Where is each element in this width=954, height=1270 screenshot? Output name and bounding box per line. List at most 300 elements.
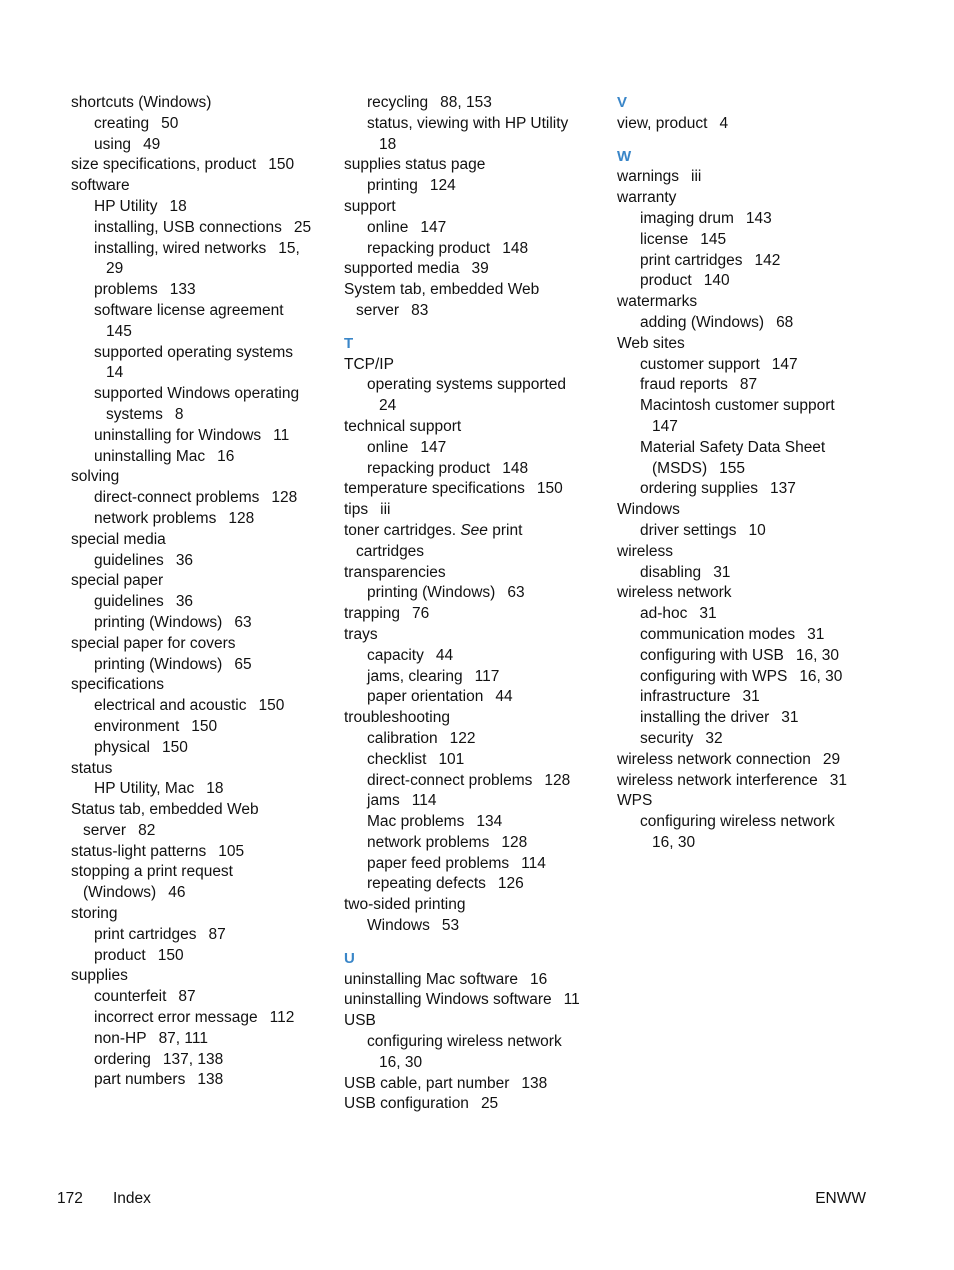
entry-term: printing	[367, 177, 418, 195]
entry-term: imaging drum	[640, 209, 734, 227]
entry-term: special media	[71, 530, 166, 548]
index-subentry	[617, 667, 879, 688]
entry-term: guidelines	[94, 551, 164, 569]
footer-section-label: Index	[113, 1190, 151, 1207]
index-entry	[71, 842, 333, 863]
index-letter-heading: U	[344, 949, 355, 967]
continuation-text: 16, 30	[379, 1053, 423, 1071]
index-entry	[344, 1074, 606, 1095]
entry-continuation	[71, 883, 333, 904]
entry-term: WPS	[617, 792, 653, 810]
entry-term: shortcuts (Windows)	[71, 94, 212, 111]
index-entry	[344, 563, 606, 584]
entry-term: electrical and acoustic	[94, 697, 247, 715]
entry-term: software	[71, 177, 130, 195]
index-entry	[71, 966, 333, 987]
entry-term: TCP/IP	[344, 355, 394, 373]
index-entry	[71, 675, 333, 696]
entry-pages: 150	[157, 946, 184, 964]
entry-term: checklist	[367, 750, 427, 768]
index-subentry	[617, 729, 879, 750]
index-entry	[344, 625, 606, 646]
entry-term: part numbers	[94, 1071, 186, 1089]
index-subentry	[71, 509, 333, 530]
index-subentry	[71, 426, 333, 447]
index-subentry	[617, 209, 879, 230]
entry-term: direct-connect problems	[367, 771, 533, 789]
entry-term: paper orientation	[367, 688, 484, 706]
entry-pages: 4	[719, 114, 729, 132]
entry-term: watermarks	[617, 293, 698, 311]
entry-term: jams	[367, 792, 400, 810]
entry-term: special paper for covers	[71, 634, 236, 652]
entry-term: view, product	[617, 114, 708, 132]
entry-term: creating	[94, 114, 150, 132]
entry-pages: 148	[502, 239, 529, 257]
entry-term: direct-connect problems	[94, 489, 260, 507]
entry-pages: 137, 138	[162, 1050, 224, 1068]
index-entry	[344, 259, 606, 280]
index-subentry	[71, 343, 333, 385]
entry-term: ad-hoc	[640, 605, 688, 623]
index-subentry	[344, 583, 606, 604]
entry-term: toner cartridges.	[344, 521, 456, 539]
entry-pages: 11	[563, 991, 580, 1009]
continuation-text: 14	[106, 364, 124, 382]
entry-pages: 16	[530, 970, 548, 988]
index-entry	[344, 970, 606, 991]
entry-term: size specifications, product	[71, 156, 257, 174]
entry-term: status-light patterns	[71, 842, 207, 860]
entry-pages: 114	[521, 854, 546, 872]
entry-pages: 148	[502, 459, 529, 477]
entry-pages: 82	[138, 821, 156, 839]
entry-term: special paper	[71, 572, 164, 590]
index-entry	[344, 479, 606, 500]
entry-continuation	[367, 396, 606, 417]
entry-term: capacity	[367, 646, 424, 664]
entry-term: wireless	[617, 542, 673, 560]
index-entry	[617, 114, 879, 135]
index-subentry	[71, 1050, 333, 1071]
index-entry	[344, 500, 606, 521]
index-subentry	[617, 438, 879, 480]
entry-term: status, viewing with HP Utility	[367, 114, 569, 132]
entry-term: supplies	[71, 967, 128, 985]
entry-pages: 150	[258, 697, 285, 715]
entry-term: installing, wired networks	[94, 239, 267, 257]
entry-term: adding (Windows)	[640, 313, 765, 331]
index-subentry	[71, 384, 333, 426]
entry-term: infrastructure	[640, 688, 731, 706]
entry-term: supplies status page	[344, 156, 486, 174]
index-letter-heading: V	[617, 94, 628, 111]
entry-pages: 145	[700, 230, 727, 248]
index-entry	[71, 176, 333, 197]
index-subentry	[71, 447, 333, 468]
entry-term: non-HP	[94, 1029, 147, 1047]
entry-term: disabling	[640, 563, 702, 581]
index-subentry	[344, 833, 606, 854]
entry-term: ordering	[94, 1050, 151, 1068]
continuation-text: 16, 30	[652, 833, 696, 851]
entry-term: jams, clearing	[367, 667, 463, 685]
entry-term: installing the driver	[640, 709, 770, 727]
entry-term: tips	[344, 501, 369, 519]
entry-pages: 10	[748, 521, 766, 539]
index-entry	[344, 417, 606, 438]
entry-pages: 150	[536, 480, 563, 498]
entry-term: Windows	[367, 917, 430, 935]
index-entry	[617, 750, 879, 771]
entry-term: uninstalling Mac software	[344, 970, 519, 988]
index-entry	[617, 292, 879, 313]
entry-term: license	[640, 230, 689, 248]
entry-term: Material Safety Data Sheet	[640, 438, 826, 456]
entry-pages: 124	[429, 177, 456, 195]
index-subentry	[617, 375, 879, 396]
entry-term: Status tab, embedded Web	[71, 801, 259, 819]
index-subentry	[344, 667, 606, 688]
entry-term: fraud reports	[640, 376, 728, 394]
index-entry	[344, 197, 606, 218]
entry-term: configuring with USB	[640, 646, 784, 664]
index-subentry	[344, 791, 606, 812]
entry-pages: 31	[807, 625, 825, 643]
entry-pages: 53	[441, 917, 460, 935]
entry-term: trays	[344, 625, 378, 643]
entry-pages: 147	[420, 438, 447, 456]
entry-term: repacking product	[367, 459, 491, 477]
entry-pages: 114	[411, 792, 437, 810]
entry-pages: 39	[471, 260, 489, 278]
continuation-text: 18	[379, 135, 397, 153]
entry-pages: 18	[169, 197, 187, 215]
continuation-text: 29	[106, 260, 124, 278]
continuation-text: cartridges	[356, 542, 425, 560]
index-subentry	[344, 1032, 606, 1074]
entry-pages: 128	[501, 833, 528, 851]
index-subentry	[71, 613, 333, 634]
continuation-text: (MSDS)	[652, 459, 708, 477]
entry-term: Mac problems	[367, 813, 465, 831]
entry-pages: 76	[412, 605, 430, 623]
index-subentry	[344, 750, 606, 771]
entry-term: network problems	[367, 833, 490, 851]
entry-pages: 105	[218, 842, 245, 860]
entry-pages: 18	[206, 780, 224, 798]
entry-pages: 31	[713, 563, 731, 581]
continuation-text: server	[83, 821, 127, 839]
entry-pages: 46	[168, 884, 186, 902]
entry-term: ordering supplies	[640, 480, 759, 498]
entry-term: USB cable, part number	[344, 1074, 510, 1092]
entry-pages: 142	[754, 251, 781, 269]
entry-term: incorrect error message	[94, 1009, 258, 1027]
entry-term: repacking product	[367, 239, 491, 257]
index-subentry	[71, 301, 333, 343]
entry-term: recycling	[367, 94, 429, 111]
entry-pages: 137	[770, 480, 796, 498]
entry-term: supported Windows operating	[94, 385, 300, 403]
index-subentry	[71, 551, 333, 572]
index-entry	[71, 634, 333, 655]
index-subentry	[71, 717, 333, 738]
index-subentry	[71, 197, 333, 218]
index-entry	[617, 583, 879, 604]
index-subentry	[617, 230, 879, 251]
entry-term: online	[367, 218, 409, 236]
entry-term: wireless network connection	[617, 750, 811, 768]
index-entry	[344, 521, 606, 563]
entry-term: calibration	[367, 729, 438, 747]
index-entry	[344, 280, 606, 322]
entry-pages: 25	[480, 1095, 499, 1113]
index-entry	[617, 791, 879, 812]
entry-term: warranty	[617, 189, 677, 207]
entry-pages: 101	[438, 750, 465, 768]
index-entry	[71, 759, 333, 780]
entry-continuation	[640, 833, 879, 854]
entry-term: trapping	[344, 605, 401, 623]
continuation-text: 145	[106, 322, 132, 340]
entry-pages: 155	[719, 459, 745, 477]
entry-pages: 83	[411, 301, 429, 319]
index-subentry	[617, 271, 879, 292]
entry-pages: 16	[217, 447, 235, 465]
index-column-3	[617, 93, 879, 854]
entry-pages: iii	[691, 168, 702, 186]
entry-pages: 128	[271, 489, 298, 507]
entry-term: print cartridges	[94, 925, 197, 943]
entry-term: storing	[71, 905, 118, 923]
index-subentry	[344, 646, 606, 667]
entry-pages: 16, 30	[799, 667, 843, 685]
entry-term: troubleshooting	[344, 709, 450, 727]
index-subentry	[71, 280, 333, 301]
entry-pages: 16, 30	[795, 646, 839, 664]
index-entry	[71, 904, 333, 925]
index-subentry	[617, 812, 879, 854]
entry-pages: 87	[208, 925, 226, 943]
entry-pages: 31	[781, 709, 799, 727]
index-entry	[617, 771, 879, 792]
index-subentry	[71, 488, 333, 509]
entry-term: repeating defects	[367, 875, 486, 893]
entry-pages: 126	[497, 875, 524, 893]
index-subentry	[71, 592, 333, 613]
index-subentry	[617, 604, 879, 625]
entry-pages: 29	[822, 750, 841, 768]
entry-pages: 31	[829, 771, 847, 789]
index-subentry	[617, 396, 879, 438]
entry-pages: iii	[380, 501, 391, 519]
entry-continuation	[640, 459, 879, 480]
entry-term: printing (Windows)	[94, 613, 223, 631]
entry-term: configuring wireless network	[367, 1033, 562, 1051]
index-entry	[71, 467, 333, 488]
index-subentry	[344, 874, 606, 895]
entry-pages: 31	[699, 605, 717, 623]
entry-continuation	[367, 135, 606, 156]
index-entry	[617, 334, 879, 355]
index-entry	[617, 167, 879, 188]
entry-term: product	[94, 946, 146, 964]
index-subentry	[71, 218, 333, 239]
index-subentry	[71, 696, 333, 717]
index-subentry	[344, 812, 606, 833]
index-column-2	[344, 93, 606, 1115]
entry-term: using	[94, 135, 132, 153]
entry-pages: 36	[175, 551, 194, 569]
entry-term: print cartridges	[640, 251, 743, 269]
entry-term: solving	[71, 468, 120, 486]
index-entry	[344, 1011, 606, 1032]
entry-pages: 49	[143, 135, 161, 153]
index-subentry	[71, 925, 333, 946]
entry-term: status	[71, 759, 113, 777]
index-entry	[344, 708, 606, 729]
continuation-text: systems	[106, 405, 163, 423]
entry-continuation	[367, 1053, 606, 1074]
entry-continuation	[94, 363, 333, 384]
entry-pages: 128	[228, 509, 255, 527]
entry-continuation	[640, 417, 879, 438]
entry-continuation	[344, 301, 606, 322]
entry-term: uninstalling Windows software	[344, 991, 552, 1009]
entry-term: System tab, embedded Web	[344, 281, 540, 299]
entry-term: printing (Windows)	[367, 584, 496, 602]
entry-pages: 138	[521, 1074, 548, 1092]
entry-pages: 122	[449, 729, 476, 747]
entry-term: driver settings	[640, 521, 737, 539]
index-subentry	[71, 987, 333, 1008]
index-subentry	[71, 114, 333, 135]
index-subentry	[617, 521, 879, 542]
entry-pages: 143	[745, 209, 772, 227]
index-subentry	[344, 729, 606, 750]
entry-pages: 32	[705, 729, 723, 747]
entry-term: Web sites	[617, 334, 685, 352]
entry-term: guidelines	[94, 593, 164, 611]
entry-term: specifications	[71, 676, 165, 694]
index-subentry	[71, 1029, 333, 1050]
entry-pages: 87	[178, 988, 196, 1006]
index-entry	[617, 188, 879, 209]
entry-pages: 138	[197, 1071, 224, 1089]
entry-term: USB configuration	[344, 1095, 469, 1113]
entry-pages: 150	[268, 156, 295, 174]
entry-pages: 117	[474, 667, 500, 685]
index-subentry	[71, 1070, 333, 1091]
index-subentry	[71, 655, 333, 676]
entry-term: supported operating systems	[94, 343, 294, 361]
entry-continuation	[94, 405, 333, 426]
index-entry	[344, 895, 606, 916]
index-subentry	[617, 355, 879, 376]
index-subentry	[617, 313, 879, 334]
entry-pages: 68	[776, 313, 794, 331]
index-subentry	[344, 375, 606, 417]
entry-term: temperature specifications	[344, 480, 525, 498]
index-subentry	[344, 854, 606, 875]
entry-term: HP Utility, Mac	[94, 780, 195, 798]
entry-term: two-sided printing	[344, 896, 466, 914]
continuation-text: 24	[379, 397, 397, 415]
entry-pages: 87	[739, 376, 758, 394]
index-letter-heading: W	[617, 147, 632, 165]
index-subentry	[71, 779, 333, 800]
index-subentry	[617, 563, 879, 584]
index-entry	[71, 571, 333, 592]
entry-term: technical support	[344, 417, 462, 435]
index-subentry	[344, 916, 606, 937]
index-subentry	[71, 239, 333, 281]
index-column-1	[71, 93, 333, 1091]
continuation-text: 147	[652, 417, 678, 435]
footer-doc-code: ENWW	[815, 1190, 866, 1207]
entry-pages: 8	[174, 405, 184, 423]
index-entry	[617, 542, 879, 563]
entry-pages: 150	[162, 738, 188, 756]
index-subentry	[617, 687, 879, 708]
entry-pages: 133	[169, 281, 196, 299]
index-subentry	[344, 771, 606, 792]
entry-term: warnings	[617, 168, 680, 186]
entry-term: installing, USB connections	[94, 218, 282, 236]
see-reference: See	[460, 521, 488, 539]
entry-term: configuring wireless network	[640, 813, 835, 831]
entry-pages: 87, 111	[158, 1029, 208, 1047]
index-subentry	[344, 93, 606, 114]
entry-pages: 44	[435, 646, 454, 664]
entry-pages: 36	[175, 593, 194, 611]
entry-term: operating systems supported	[367, 376, 567, 394]
entry-pages: 88, 153	[440, 94, 492, 111]
index-entry	[617, 500, 879, 521]
entry-term: environment	[94, 717, 180, 735]
index-subentry	[617, 708, 879, 729]
index-entry	[344, 355, 606, 376]
entry-term: Macintosh customer support	[640, 397, 835, 415]
see-target: print	[492, 521, 523, 539]
entry-term: USB	[344, 1012, 376, 1030]
entry-pages: 11	[273, 426, 290, 444]
index-subentry	[617, 479, 879, 500]
index-entry	[344, 1094, 606, 1115]
index-subentry	[71, 135, 333, 156]
entry-term: uninstalling Mac	[94, 447, 206, 465]
entry-term: communication modes	[640, 625, 796, 643]
entry-pages: 150	[191, 717, 218, 735]
index-subentry	[344, 459, 606, 480]
index-subentry	[344, 176, 606, 197]
index-entry	[344, 604, 606, 625]
entry-term: paper feed problems	[367, 854, 510, 872]
entry-continuation	[71, 821, 333, 842]
continuation-text: server	[356, 301, 400, 319]
entry-pages: 140	[703, 272, 730, 290]
entry-pages: 15,	[278, 239, 300, 257]
continuation-text: (Windows)	[83, 884, 157, 902]
entry-term: wireless network	[617, 584, 732, 602]
entry-term: Windows	[617, 501, 680, 519]
index-entry	[71, 800, 333, 842]
entry-term: software license agreement	[94, 301, 284, 319]
entry-pages: 65	[234, 655, 252, 673]
entry-term: support	[344, 197, 396, 215]
index-subentry	[344, 114, 606, 156]
